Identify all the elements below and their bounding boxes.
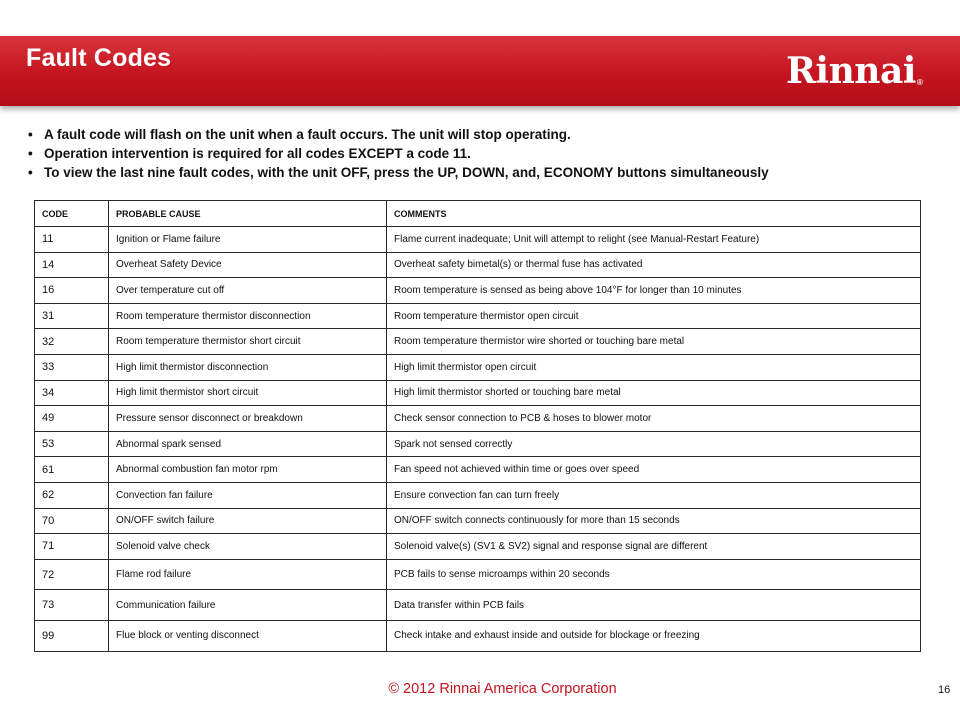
code-cell: 33 bbox=[35, 354, 109, 380]
cause-cell: High limit thermistor short circuit bbox=[109, 380, 387, 406]
rinnai-logo bbox=[786, 50, 921, 92]
code-cell: 14 bbox=[35, 252, 109, 278]
table-row bbox=[35, 329, 921, 355]
logo-text: Rinnai bbox=[786, 50, 916, 92]
comment-cell: Spark not sensed correctly bbox=[387, 431, 921, 457]
page-number: 16 bbox=[938, 684, 951, 696]
table-row bbox=[35, 621, 921, 652]
cause-cell: Overheat Safety Device bbox=[109, 252, 387, 278]
cause-cell: Pressure sensor disconnect or breakdown bbox=[109, 406, 387, 432]
code-cell: 73 bbox=[35, 590, 109, 621]
comment-cell: ON/OFF switch connects continuously for more than 15 seconds bbox=[387, 508, 921, 534]
cause-cell: Abnormal spark sensed bbox=[109, 431, 387, 457]
code-cell: 11 bbox=[35, 227, 109, 253]
comment-cell: Check sensor connection to PCB & hoses to blower motor bbox=[387, 406, 921, 432]
column-header-comments: COMMENTS bbox=[387, 201, 921, 227]
cause-cell: Solenoid valve check bbox=[109, 534, 387, 560]
table-row bbox=[35, 508, 921, 534]
code-cell: 32 bbox=[35, 329, 109, 355]
cause-cell: Flue block or venting disconnect bbox=[109, 621, 387, 652]
comment-cell: Room temperature thermistor open circuit bbox=[387, 303, 921, 329]
code-cell: 62 bbox=[35, 482, 109, 508]
code-cell: 61 bbox=[35, 457, 109, 483]
table-row bbox=[35, 482, 921, 508]
code-cell: 70 bbox=[35, 508, 109, 534]
code-cell: 53 bbox=[35, 431, 109, 457]
table-row bbox=[35, 278, 921, 304]
code-cell: 72 bbox=[35, 559, 109, 590]
comment-cell: Solenoid valve(s) (SV1 & SV2) signal and response signal are different bbox=[387, 534, 921, 560]
cause-cell: Convection fan failure bbox=[109, 482, 387, 508]
table-body bbox=[35, 227, 921, 652]
bullet-item: • To view the last nine fault codes, with the unit OFF, press the UP, DOWN, and, ECONOMY buttons simultaneously bbox=[28, 163, 769, 182]
table-row bbox=[35, 431, 921, 457]
comment-cell: Room temperature thermistor wire shorted or touching bare metal bbox=[387, 329, 921, 355]
comment-cell: Flame current inadequate; Unit will attempt to relight (see Manual-Restart Feature) bbox=[387, 227, 921, 253]
cause-cell: Ignition or Flame failure bbox=[109, 227, 387, 253]
comment-cell: Room temperature is sensed as being above 104°F for longer than 10 minutes bbox=[387, 278, 921, 304]
table-header-row bbox=[35, 201, 921, 227]
bullet-item: • Operation intervention is required for all codes EXCEPT a code 11. bbox=[28, 144, 769, 163]
cause-cell: Abnormal combustion fan motor rpm bbox=[109, 457, 387, 483]
cause-cell: Room temperature thermistor short circuit bbox=[109, 329, 387, 355]
comment-cell: Ensure convection fan can turn freely bbox=[387, 482, 921, 508]
code-cell: 49 bbox=[35, 406, 109, 432]
comment-cell: Fan speed not achieved within time or goes over speed bbox=[387, 457, 921, 483]
table-row bbox=[35, 380, 921, 406]
table-row bbox=[35, 590, 921, 621]
table-row bbox=[35, 534, 921, 560]
comment-cell: High limit thermistor shorted or touching bare metal bbox=[387, 380, 921, 406]
cause-cell: ON/OFF switch failure bbox=[109, 508, 387, 534]
cause-cell: High limit thermistor disconnection bbox=[109, 354, 387, 380]
page-title: Fault Codes bbox=[26, 44, 172, 72]
copyright-footer: © 2012 Rinnai America Corporation bbox=[388, 681, 617, 697]
cause-cell: Over temperature cut off bbox=[109, 278, 387, 304]
comment-cell: Overheat safety bimetal(s) or thermal fuse has activated bbox=[387, 252, 921, 278]
comment-cell: PCB fails to sense microamps within 20 seconds bbox=[387, 559, 921, 590]
column-header-code: CODE bbox=[35, 201, 109, 227]
comment-cell: Check intake and exhaust inside and outside for blockage or freezing bbox=[387, 621, 921, 652]
comment-cell: High limit thermistor open circuit bbox=[387, 354, 921, 380]
code-cell: 71 bbox=[35, 534, 109, 560]
cause-cell: Room temperature thermistor disconnection bbox=[109, 303, 387, 329]
code-cell: 99 bbox=[35, 621, 109, 652]
table-row bbox=[35, 303, 921, 329]
table-row bbox=[35, 406, 921, 432]
code-cell: 16 bbox=[35, 278, 109, 304]
bullet-list bbox=[28, 125, 769, 182]
registered-mark: ® bbox=[916, 78, 923, 87]
table-row bbox=[35, 559, 921, 590]
fault-codes-table bbox=[34, 200, 921, 652]
cause-cell: Flame rod failure bbox=[109, 559, 387, 590]
table-row bbox=[35, 457, 921, 483]
code-cell: 34 bbox=[35, 380, 109, 406]
bullet-item: • A fault code will flash on the unit when a fault occurs. The unit will stop operating. bbox=[28, 125, 769, 144]
table-row bbox=[35, 227, 921, 253]
cause-cell: Communication failure bbox=[109, 590, 387, 621]
code-cell: 31 bbox=[35, 303, 109, 329]
comment-cell: Data transfer within PCB fails bbox=[387, 590, 921, 621]
column-header-cause: PROBABLE CAUSE bbox=[109, 201, 387, 227]
table-row bbox=[35, 354, 921, 380]
table-row bbox=[35, 252, 921, 278]
